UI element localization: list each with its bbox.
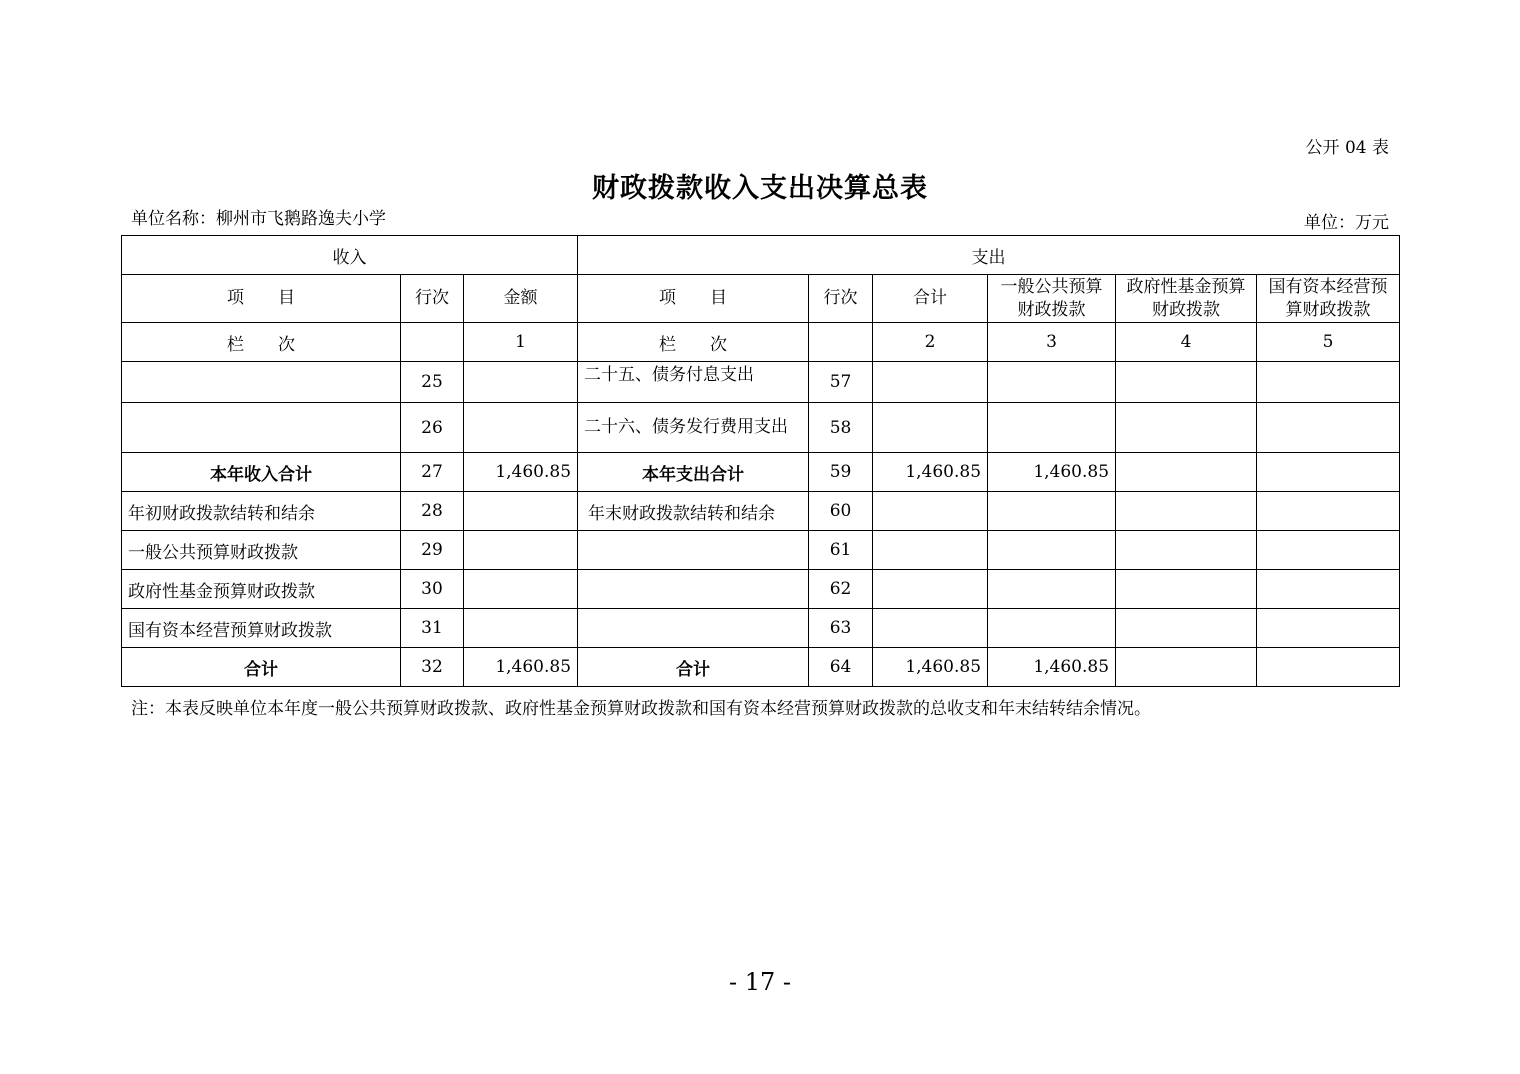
income-amount [464, 609, 578, 648]
income-row-no: 29 [401, 531, 464, 570]
expense-item [578, 570, 809, 609]
general-budget-amount: 1,460.85 [988, 648, 1116, 687]
col3-number: 3 [988, 323, 1116, 362]
expense-row-no: 63 [809, 609, 873, 648]
state-capital-amount [1257, 362, 1400, 403]
income-item [122, 362, 401, 403]
general-budget-amount [988, 362, 1116, 403]
income-amount [464, 492, 578, 531]
state-capital-amount [1257, 492, 1400, 531]
expense-row-no-header: 行次 [809, 275, 873, 323]
state-capital-header: 国有资本经营预算财政拨款 [1257, 275, 1400, 323]
expense-column-label: 栏 次 [578, 323, 809, 362]
income-item [122, 403, 401, 453]
total-header: 合计 [873, 275, 988, 323]
expense-item: 二十六、债务发行费用支出 [578, 403, 809, 453]
income-item: 一般公共预算财政拨款 [122, 531, 401, 570]
income-row-no-header: 行次 [401, 275, 464, 323]
expense-item-header: 项 目 [578, 275, 809, 323]
income-item: 年初财政拨款结转和结余 [122, 492, 401, 531]
general-budget-amount [988, 570, 1116, 609]
expense-item: 二十五、债务付息支出 [578, 362, 809, 403]
gov-fund-amount [1116, 531, 1257, 570]
column-header-row [122, 275, 1400, 323]
gov-fund-amount [1116, 403, 1257, 453]
income-amount: 1,460.85 [464, 453, 578, 492]
state-capital-amount [1257, 609, 1400, 648]
income-row-no: 32 [401, 648, 464, 687]
table-row [122, 362, 1400, 403]
income-amount [464, 570, 578, 609]
col1-number: 1 [464, 323, 578, 362]
section-header-row [122, 236, 1400, 275]
total-amount [873, 362, 988, 403]
expense-row-no: 57 [809, 362, 873, 403]
income-item: 合计 [122, 648, 401, 687]
income-row-no: 26 [401, 403, 464, 453]
gov-fund-amount [1116, 492, 1257, 531]
col4-number: 4 [1116, 323, 1257, 362]
gov-fund-amount [1116, 362, 1257, 403]
gov-fund-amount [1116, 648, 1257, 687]
income-column-label: 栏 次 [122, 323, 401, 362]
gov-fund-amount [1116, 453, 1257, 492]
general-budget-amount [988, 492, 1116, 531]
income-section-header: 收入 [122, 236, 578, 275]
expense-item [578, 609, 809, 648]
income-row-no: 30 [401, 570, 464, 609]
expense-item: 年末财政拨款结转和结余 [578, 492, 809, 531]
income-item-header: 项 目 [122, 275, 401, 323]
table-row [122, 570, 1400, 609]
expense-row-no: 64 [809, 648, 873, 687]
table-row [122, 531, 1400, 570]
empty-cell [809, 323, 873, 362]
form-code: 公开 04 表 [1305, 138, 1389, 158]
column-number-row [122, 323, 1400, 362]
table-note: 注：本表反映单位本年度一般公共预算财政拨款、政府性基金预算财政拨款和国有资本经营预算财政拨款的总收支和年末结转结余情况。 [131, 699, 1151, 719]
expense-section-header: 支出 [578, 236, 1400, 275]
income-row-no: 25 [401, 362, 464, 403]
gov-fund-header: 政府性基金预算财政拨款 [1116, 275, 1257, 323]
income-row-no: 31 [401, 609, 464, 648]
income-amount [464, 531, 578, 570]
table-row [122, 453, 1400, 492]
budget-table [121, 235, 1400, 687]
page-number: - 17 - [728, 968, 791, 996]
expense-item: 本年支出合计 [578, 453, 809, 492]
total-amount [873, 570, 988, 609]
unit-name: 单位名称：柳州市飞鹅路逸夫小学 [131, 209, 386, 229]
gov-fund-amount [1116, 609, 1257, 648]
general-budget-amount [988, 531, 1116, 570]
total-amount [873, 492, 988, 531]
table-row [122, 648, 1400, 687]
gov-fund-amount [1116, 570, 1257, 609]
currency-unit: 单位：万元 [1304, 213, 1389, 233]
empty-cell [401, 323, 464, 362]
table-row [122, 609, 1400, 648]
general-budget-amount [988, 403, 1116, 453]
income-item: 本年收入合计 [122, 453, 401, 492]
table-row [122, 403, 1400, 453]
general-budget-header: 一般公共预算财政拨款 [988, 275, 1116, 323]
state-capital-amount [1257, 531, 1400, 570]
col2-number: 2 [873, 323, 988, 362]
expense-item: 合计 [578, 648, 809, 687]
income-amount: 1,460.85 [464, 648, 578, 687]
total-amount: 1,460.85 [873, 648, 988, 687]
income-item: 政府性基金预算财政拨款 [122, 570, 401, 609]
col5-number: 5 [1257, 323, 1400, 362]
general-budget-amount [988, 609, 1116, 648]
expense-row-no: 58 [809, 403, 873, 453]
expense-row-no: 60 [809, 492, 873, 531]
state-capital-amount [1257, 453, 1400, 492]
income-amount [464, 362, 578, 403]
expense-row-no: 61 [809, 531, 873, 570]
total-amount [873, 531, 988, 570]
total-amount: 1,460.85 [873, 453, 988, 492]
state-capital-amount [1257, 648, 1400, 687]
state-capital-amount [1257, 570, 1400, 609]
expense-row-no: 62 [809, 570, 873, 609]
income-item: 国有资本经营预算财政拨款 [122, 609, 401, 648]
general-budget-amount: 1,460.85 [988, 453, 1116, 492]
income-row-no: 27 [401, 453, 464, 492]
income-amount-header: 金额 [464, 275, 578, 323]
expense-row-no: 59 [809, 453, 873, 492]
table-row [122, 492, 1400, 531]
state-capital-amount [1257, 403, 1400, 453]
page-title: 财政拨款收入支出决算总表 [592, 173, 928, 204]
total-amount [873, 403, 988, 453]
expense-item [578, 531, 809, 570]
income-row-no: 28 [401, 492, 464, 531]
total-amount [873, 609, 988, 648]
income-amount [464, 403, 578, 453]
